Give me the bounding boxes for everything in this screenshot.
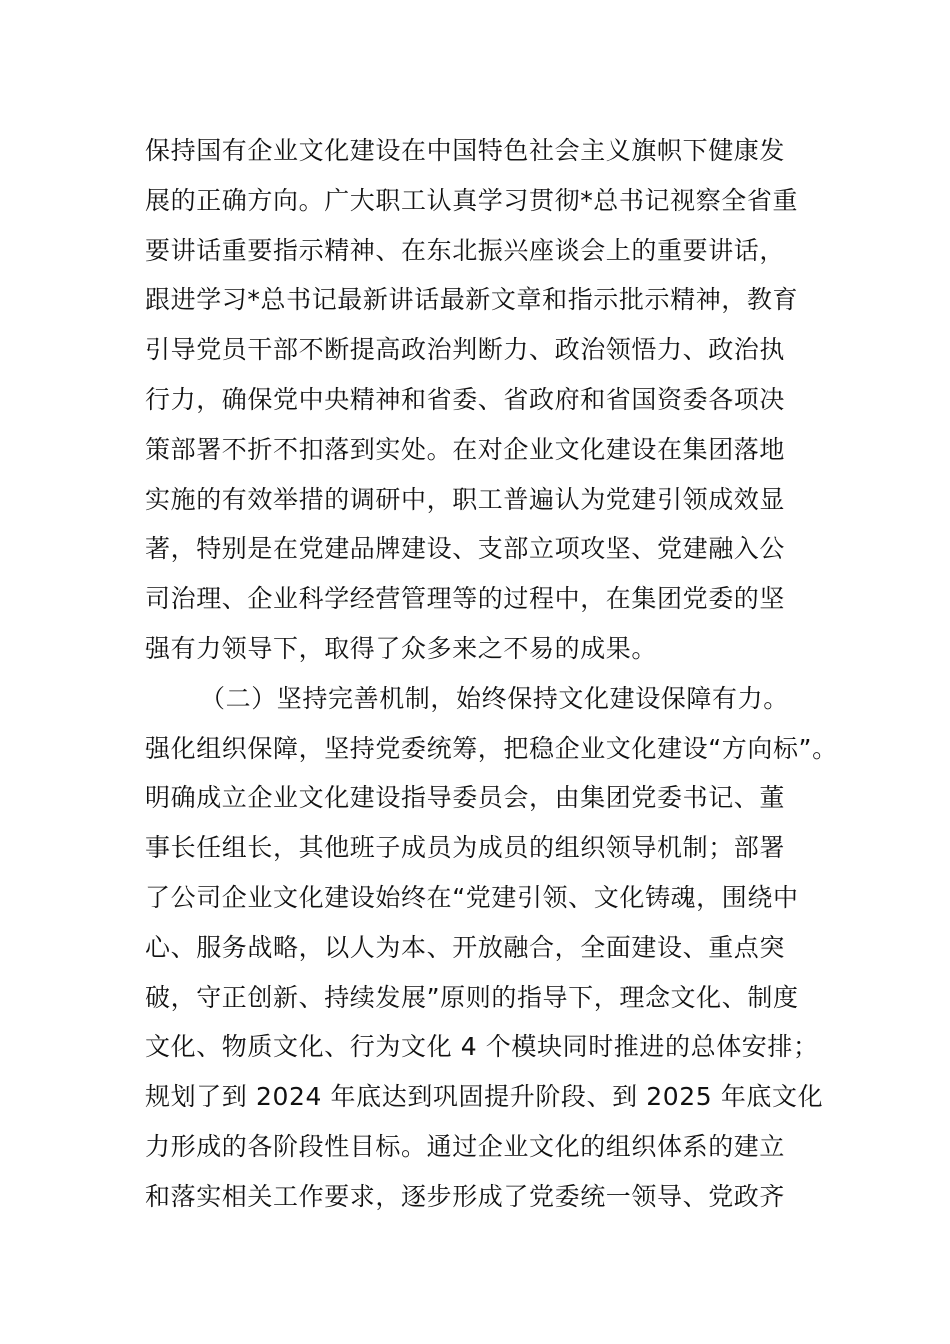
text-line-15: 事长任组长，其他班子成员为成员的组织领导机制；部署 (145, 833, 786, 863)
text-line-6: 行力，确保党中央精神和省委、省政府和省国资委各项决 (145, 384, 786, 414)
text-line-17: 心、服务战略，以人为本、开放融合，全面建设、重点突 (145, 932, 786, 962)
text-line-8: 实施的有效举措的调研中，职工普遍认为党建引领成效显 (145, 484, 786, 514)
text-line-21: 力形成的各阶段性目标。通过企业文化的组织体系的建立 (145, 1131, 786, 1161)
text-line-10: 司治理、企业科学经营管理等的过程中，在集团党委的坚 (145, 584, 786, 614)
text-line-4: 跟进学习*总书记最新讲话最新文章和指示批示精神，教育 (145, 285, 799, 315)
text-line-16: 了公司企业文化建设始终在“党建引领、文化铸魂，围绕中 (145, 882, 799, 912)
text-line-2: 展的正确方向。广大职工认真学习贯彻*总书记视察全省重 (145, 185, 799, 215)
text-line-7: 策部署不折不扣落到实处。在对企业文化建设在集团落地 (145, 434, 786, 464)
text-line-11: 强有力领导下，取得了众多来之不易的成果。 (145, 633, 658, 663)
text-line-1: 保持国有企业文化建设在中国特色社会主义旗帜下健康发 (145, 136, 786, 165)
section-heading: （二）坚持完善机制，始终保持文化建设保障有力。 (200, 683, 789, 713)
text-line-19: 文化、物质文化、行为文化 4 个模块同时推进的总体安排； (145, 1032, 819, 1062)
text-line-13: 强化组织保障，坚持党委统筹，把稳企业文化建设“方向标”。 (145, 733, 838, 763)
text-line-18: 破，守正创新、持续发展”原则的指导下，理念文化、制度 (145, 982, 799, 1012)
text-line-9: 著，特别是在党建品牌建设、支部立项攻坚、党建融入公 (145, 534, 786, 564)
text-line-20: 规划了到 2024 年底达到巩固提升阶段、到 2025 年底文化 (145, 1082, 824, 1112)
text-line-22: 和落实相关工作要求，逐步形成了党委统一领导、党政齐 (145, 1181, 786, 1211)
text-line-5: 引导党员干部不断提高政治判断力、政治领悟力、政治执 (145, 335, 786, 365)
text-line-14: 明确成立企业文化建设指导委员会，由集团党委书记、董 (145, 783, 786, 813)
body-text (145, 126, 845, 1222)
text-line-3: 要讲话重要指示精神、在东北振兴座谈会上的重要讲话， (145, 235, 786, 265)
